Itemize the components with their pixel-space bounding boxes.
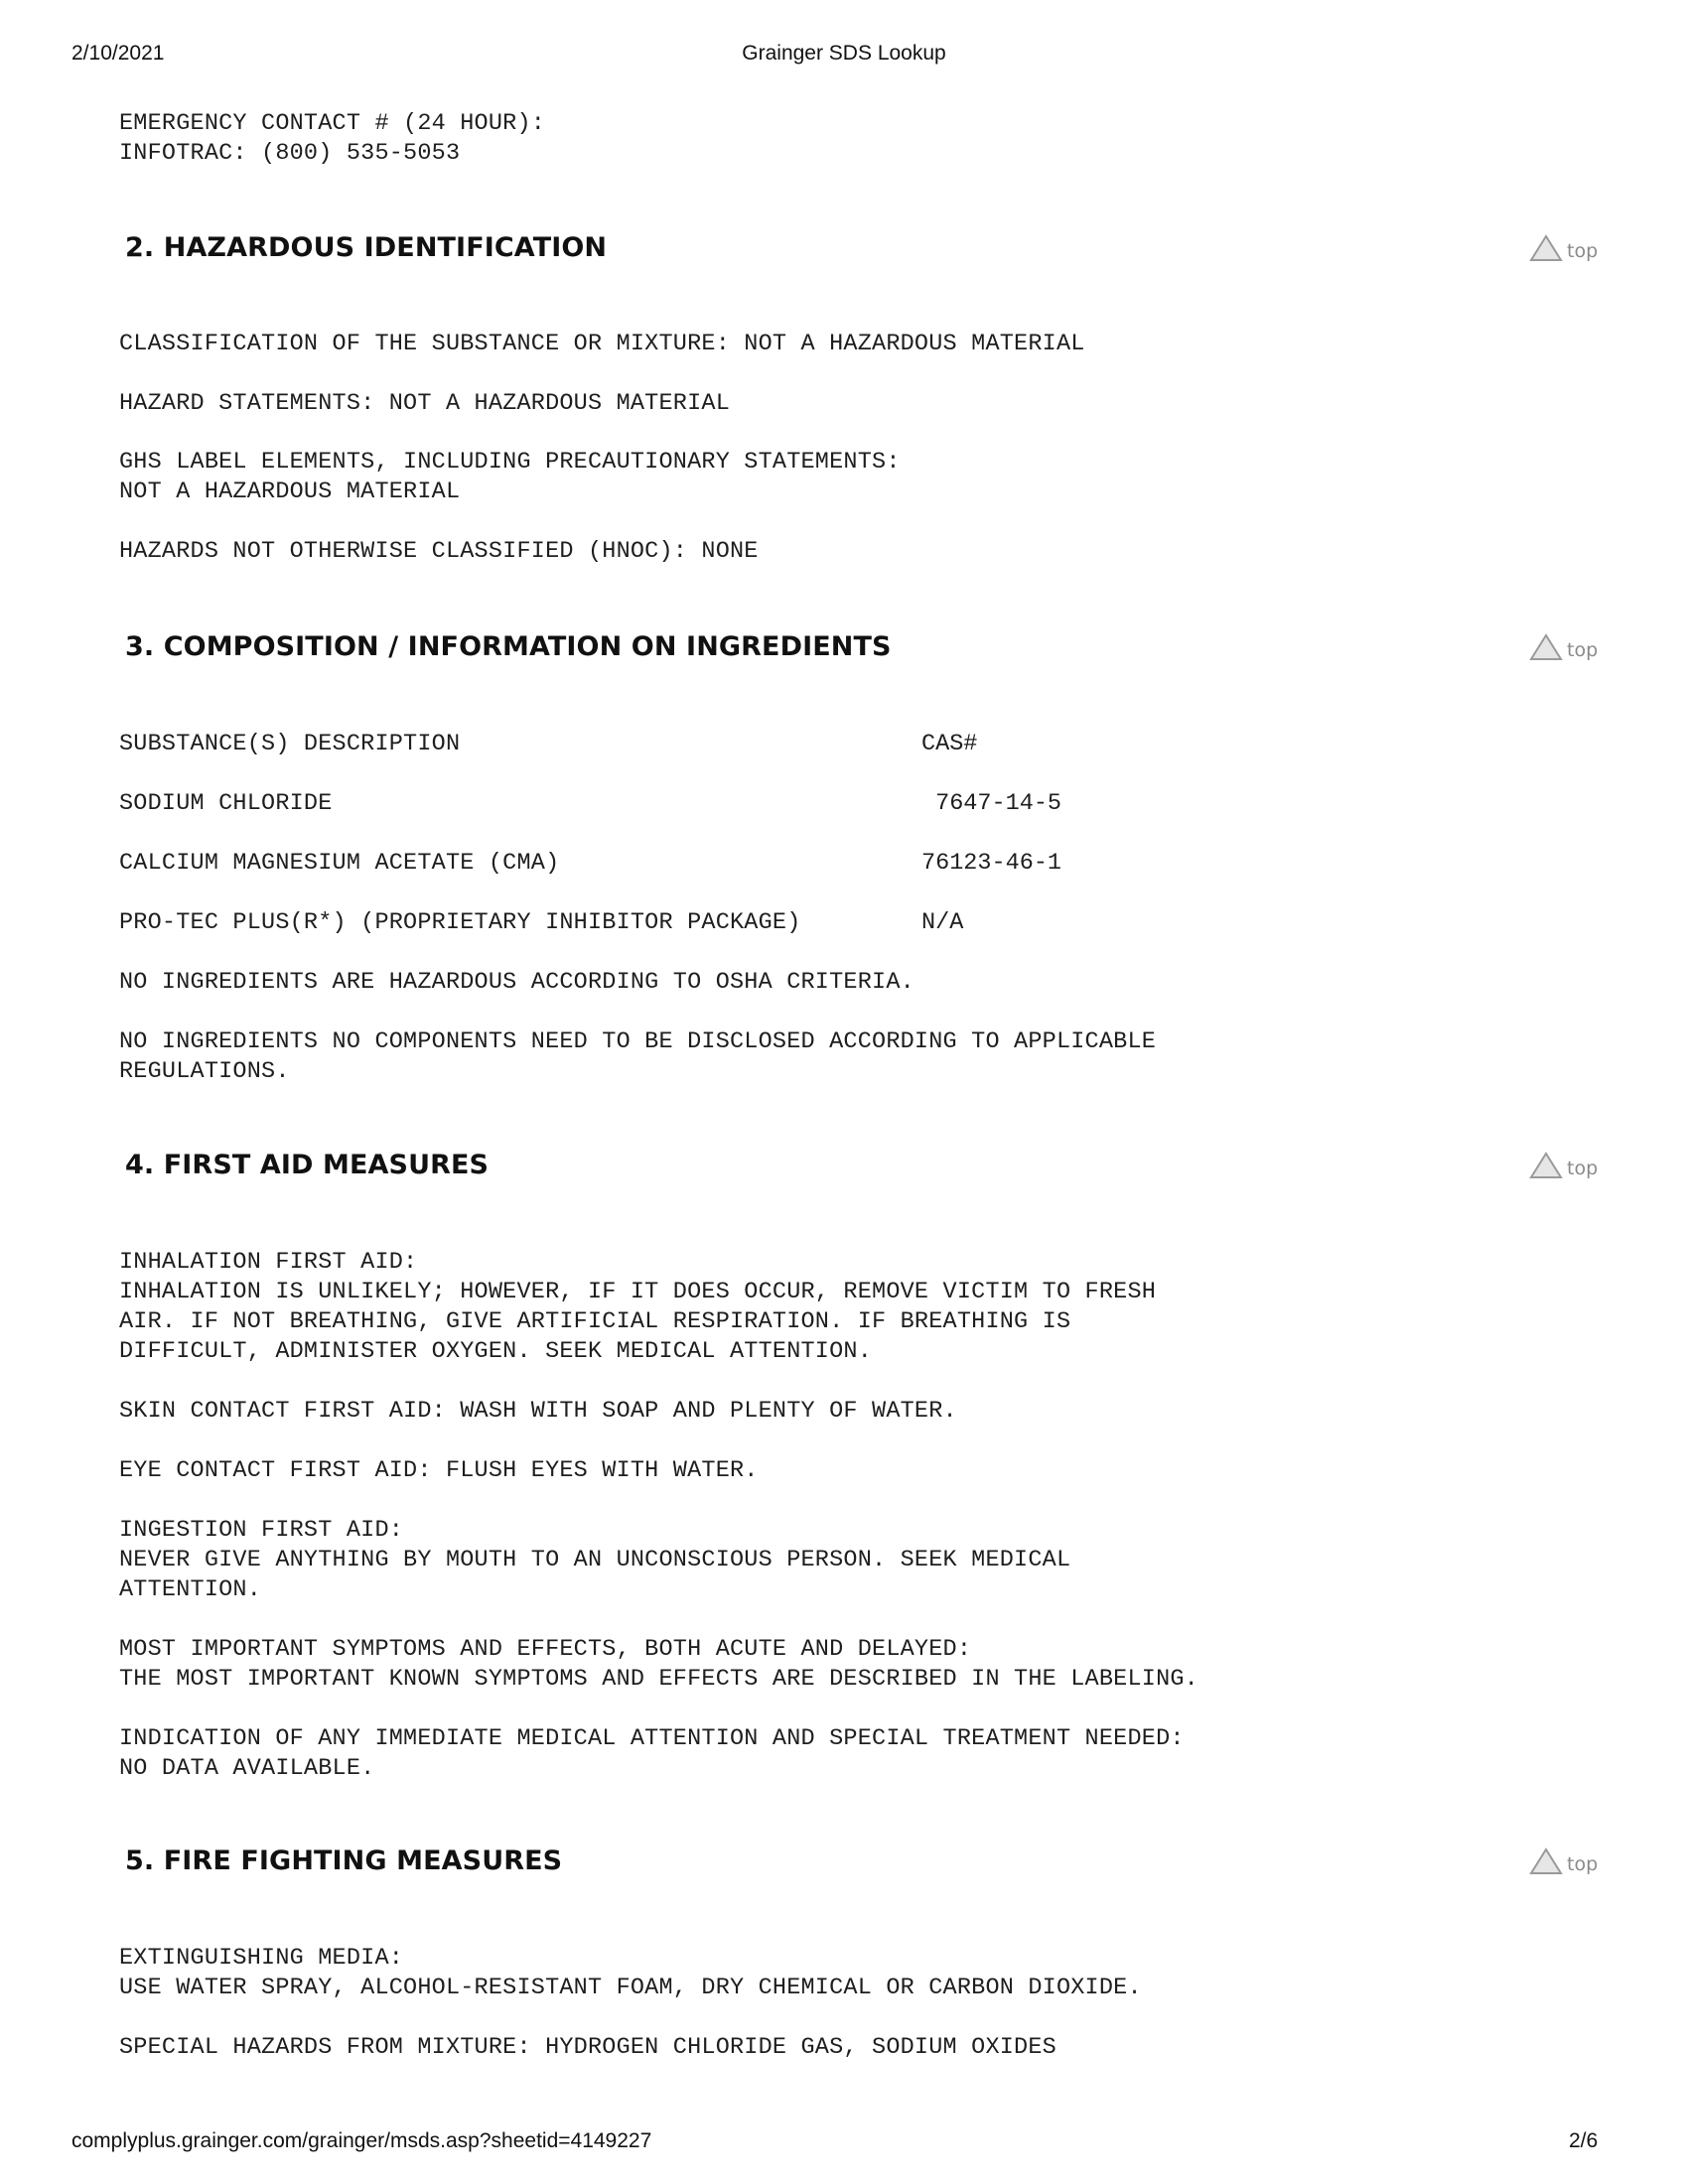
top-link-label: top	[1567, 240, 1599, 262]
classification-text: CLASSIFICATION OF THE SUBSTANCE OR MIXTURE: NOT A HAZARDOUS MATERIAL	[119, 331, 1085, 357]
page-title: Grainger SDS Lookup	[742, 42, 946, 65]
up-triangle-icon	[1529, 1152, 1563, 1179]
indication-text: NO DATA AVAILABLE.	[119, 1755, 375, 1782]
section-2-top-link[interactable]	[1529, 234, 1598, 262]
ingredient-description: CALCIUM MAGNESIUM ACETATE (CMA)	[119, 850, 560, 877]
page-number: 2/6	[1569, 2129, 1599, 2152]
ghs-label-value: NOT A HAZARDOUS MATERIAL	[119, 478, 461, 505]
emergency-contact-number: INFOTRAC: (800) 535-5053	[119, 140, 461, 167]
disclosure-note-line-2: REGULATIONS.	[119, 1058, 290, 1085]
ingestion-text-line-2: ATTENTION.	[119, 1576, 262, 1603]
ingredient-cas: N/A	[921, 909, 964, 936]
ingredients-header-description: SUBSTANCE(S) DESCRIPTION	[119, 731, 461, 757]
inhalation-text-line-2: AIR. IF NOT BREATHING, GIVE ARTIFICIAL RESPIRATION. IF BREATHING IS	[119, 1308, 1071, 1335]
skin-contact-text: SKIN CONTACT FIRST AID: WASH WITH SOAP AND PLENTY OF WATER.	[119, 1398, 957, 1425]
ingredient-description: PRO-TEC PLUS(R*) (PROPRIETARY INHIBITOR PACKAGE)	[119, 909, 801, 936]
top-link-label: top	[1567, 1853, 1599, 1875]
section-5-title: 5. FIRE FIGHTING MEASURES	[125, 1845, 563, 1876]
top-link-label: top	[1567, 1158, 1599, 1179]
section-3-title: 3. COMPOSITION / INFORMATION ON INGREDIENTS	[125, 631, 892, 662]
section-4-title: 4. FIRST AID MEASURES	[125, 1150, 490, 1180]
ghs-label-heading: GHS LABEL ELEMENTS, INCLUDING PRECAUTIONARY STATEMENTS:	[119, 449, 901, 476]
indication-heading: INDICATION OF ANY IMMEDIATE MEDICAL ATTENTION AND SPECIAL TREATMENT NEEDED:	[119, 1725, 1185, 1752]
up-triangle-icon	[1529, 1847, 1563, 1875]
inhalation-heading: INHALATION FIRST AID:	[119, 1249, 418, 1276]
section-4-top-link[interactable]	[1529, 1152, 1598, 1179]
special-hazards-text: SPECIAL HAZARDS FROM MIXTURE: HYDROGEN CHLORIDE GAS, SODIUM OXIDES	[119, 2034, 1056, 2061]
section-5-top-link[interactable]	[1529, 1847, 1598, 1875]
section-2-title: 2. HAZARDOUS IDENTIFICATION	[125, 232, 608, 263]
osha-note: NO INGREDIENTS ARE HAZARDOUS ACCORDING TO OSHA CRITERIA.	[119, 969, 914, 996]
extinguishing-media-text: USE WATER SPRAY, ALCOHOL-RESISTANT FOAM, DRY CHEMICAL OR CARBON DIOXIDE.	[119, 1975, 1142, 2001]
inhalation-text-line-1: INHALATION IS UNLIKELY; HOWEVER, IF IT DOES OCCUR, REMOVE VICTIM TO FRESH	[119, 1279, 1157, 1305]
ingestion-heading: INGESTION FIRST AID:	[119, 1517, 404, 1544]
ingredient-cas: 76123-46-1	[921, 850, 1062, 877]
inhalation-text-line-3: DIFFICULT, ADMINISTER OXYGEN. SEEK MEDICAL ATTENTION.	[119, 1338, 873, 1365]
ingredients-header-cas: CAS#	[921, 731, 978, 757]
up-triangle-icon	[1529, 633, 1563, 661]
up-triangle-icon	[1529, 234, 1563, 262]
print-date: 2/10/2021	[71, 42, 165, 65]
emergency-contact-label: EMERGENCY CONTACT # (24 HOUR):	[119, 110, 546, 137]
top-link-label: top	[1567, 639, 1599, 661]
ingredient-cas: 7647-14-5	[921, 790, 1062, 817]
hazard-statements-text: HAZARD STATEMENTS: NOT A HAZARDOUS MATERIAL	[119, 390, 730, 417]
ingredient-description: SODIUM CHLORIDE	[119, 790, 333, 817]
section-3-top-link[interactable]	[1529, 633, 1598, 661]
extinguishing-media-heading: EXTINGUISHING MEDIA:	[119, 1945, 404, 1972]
ingestion-text-line-1: NEVER GIVE ANYTHING BY MOUTH TO AN UNCONSCIOUS PERSON. SEEK MEDICAL	[119, 1547, 1071, 1573]
hnoc-text: HAZARDS NOT OTHERWISE CLASSIFIED (HNOC): NONE	[119, 538, 759, 565]
page-url: complyplus.grainger.com/grainger/msds.asp?sheetid=4149227	[71, 2129, 652, 2152]
symptoms-heading: MOST IMPORTANT SYMPTOMS AND EFFECTS, BOTH ACUTE AND DELAYED:	[119, 1636, 972, 1663]
disclosure-note-line-1: NO INGREDIENTS NO COMPONENTS NEED TO BE DISCLOSED ACCORDING TO APPLICABLE	[119, 1028, 1157, 1055]
symptoms-text: THE MOST IMPORTANT KNOWN SYMPTOMS AND EFFECTS ARE DESCRIBED IN THE LABELING.	[119, 1666, 1198, 1693]
eye-contact-text: EYE CONTACT FIRST AID: FLUSH EYES WITH WATER.	[119, 1457, 759, 1484]
